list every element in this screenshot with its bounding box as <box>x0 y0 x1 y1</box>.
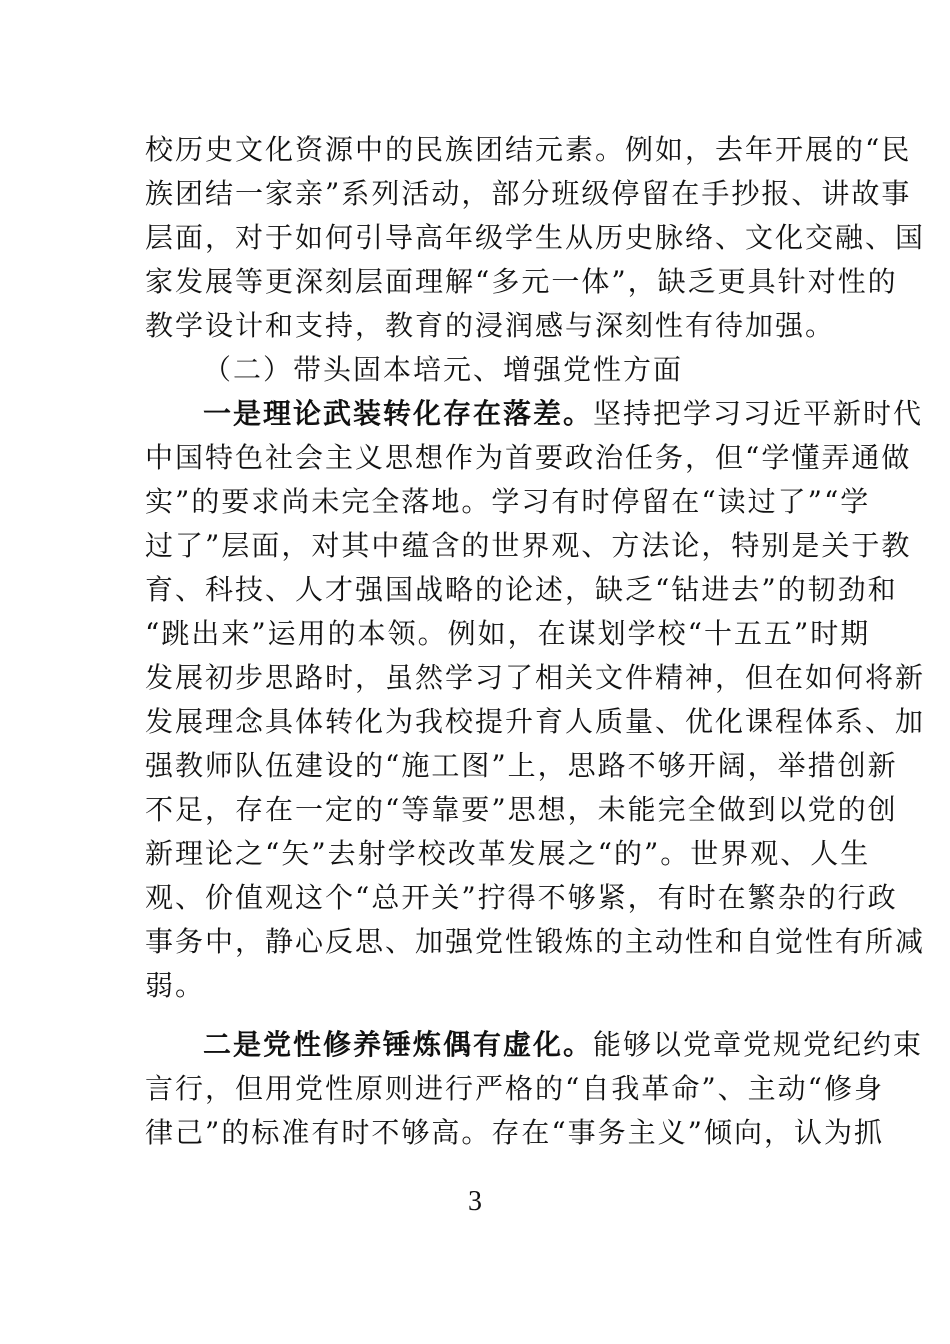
text-line: 育、科技、人才强国战略的论述，缺乏“钻进去”的韧劲和 <box>145 573 898 606</box>
paragraph-lead: 一是理论武装转化存在落差。 <box>203 397 594 430</box>
text-line: 族团结一家亲”系列活动，部分班级停留在手抄报、讲故事 <box>145 177 912 210</box>
text-line: 事务中，静心反思、加强党性锻炼的主动性和自觉性有所减 <box>145 925 926 958</box>
page-number: 3 <box>468 1186 482 1217</box>
text-line: 家发展等更深刻层面理解“多元一体”，缺乏更具针对性的 <box>145 265 898 298</box>
text-run: 坚持把学习习近平新时代 <box>593 397 924 430</box>
text-line: 校历史文化资源中的民族团结元素。例如，去年开展的“民 <box>145 133 912 166</box>
text-line: 不足，存在一定的“等靠要”思想，未能完全做到以党的创 <box>145 793 898 826</box>
text-line: 发展理念具体转化为我校提升育人质量、优化课程体系、加 <box>145 705 926 738</box>
paragraph <box>145 128 926 348</box>
text-line: 实”的要求尚未完全落地。学习有时停留在“读过了”“学 <box>145 485 871 518</box>
text-line: 观、价值观这个“总开关”拧得不够紧，有时在繁杂的行政 <box>145 881 898 914</box>
text-line: 发展初步思路时，虽然学习了相关文件精神，但在如何将新 <box>145 661 926 694</box>
text-line: 言行，但用党性原则进行严格的“自我革命”、主动“修身 <box>145 1072 884 1105</box>
paragraph-lead: 二是党性修养锤炼偶有虚化。 <box>203 1028 594 1061</box>
text-line: “跳出来”运用的本领。例如，在谋划学校“十五五”时期 <box>145 617 871 650</box>
text-run: 能够以党章党规党纪约束 <box>593 1028 924 1061</box>
text-line: 新理论之“矢”去射学校改革发展之“的”。世界观、人生 <box>145 837 871 870</box>
text-line: 强教师队伍建设的“施工图”上，思路不够开阔，举措创新 <box>145 749 898 782</box>
text-line: 层面，对于如何引导高年级学生从历史脉络、文化交融、国 <box>145 221 926 254</box>
section-heading: （二）带头固本培元、增强党性方面 <box>203 353 684 386</box>
text-line: 中国特色社会主义思想作为首要政治任务，但“学懂弄通做 <box>145 441 912 474</box>
text-line: 弱。 <box>145 969 206 1002</box>
text-line: 过了”层面，对其中蕴含的世界观、方法论，特别是关于教 <box>145 529 912 562</box>
text-line <box>145 1023 924 1067</box>
document-body <box>145 128 926 1155</box>
paragraph <box>145 392 926 1008</box>
text-line: 教学设计和支持，教育的浸润感与深刻性有待加强。 <box>145 309 836 342</box>
text-line: 律己”的标准有时不够高。存在“事务主义”倾向，认为抓 <box>145 1116 884 1149</box>
paragraph <box>145 1023 924 1155</box>
text-line <box>145 392 924 436</box>
